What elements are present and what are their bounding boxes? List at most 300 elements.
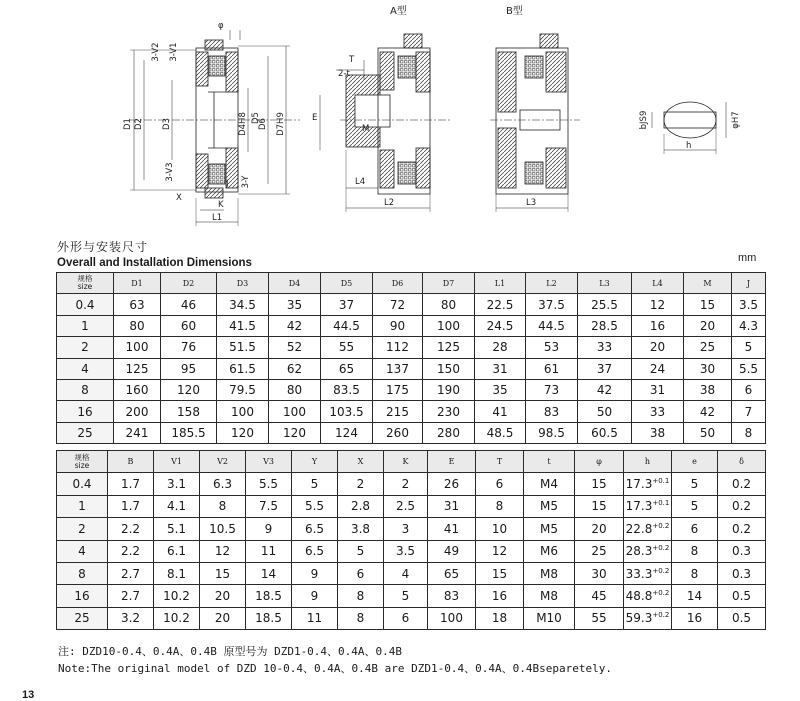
tolerance: +0.2: [652, 589, 670, 598]
table-cell: 42: [269, 315, 321, 336]
table-cell: 35: [269, 294, 321, 315]
table-cell: 37: [321, 294, 373, 315]
label-d2: D2: [134, 118, 144, 130]
label-d7h9: D7H9: [276, 112, 286, 136]
size-header: [57, 451, 108, 473]
table-cell: 48.5: [475, 422, 526, 443]
table-cell: 2.7: [108, 562, 154, 584]
table-cell: 160: [114, 379, 161, 400]
table-cell: 16: [476, 585, 524, 607]
table-cell: 51.5: [217, 337, 269, 358]
table-cell: 20: [200, 607, 246, 629]
table-cell: 6.5: [292, 540, 338, 562]
table-cell: 16: [632, 315, 684, 336]
table-cell: 120: [161, 379, 217, 400]
table-cell: 2.2: [108, 540, 154, 562]
table-cell: M4: [524, 473, 575, 495]
table-2-body: [57, 473, 766, 630]
size-cell: 8: [57, 562, 108, 584]
table-cell: 10.2: [154, 607, 200, 629]
column-header: B: [108, 451, 154, 473]
label-e: E: [312, 113, 318, 123]
table-cell: 90: [373, 315, 423, 336]
table-cell: 2: [384, 473, 428, 495]
table-cell: M8: [524, 585, 575, 607]
table-cell: 95: [161, 358, 217, 379]
table-cell: 5.5: [292, 495, 338, 517]
table-cell: 15: [476, 562, 524, 584]
label-x: X: [176, 193, 182, 203]
note-en: Note:The original model of DZD 10-0.4、0.4A、0.4B are DZD1-0.4、0.4A、0.4Bseparetely.: [58, 662, 612, 675]
table-cell: 25: [575, 540, 624, 562]
column-header: E: [428, 451, 476, 473]
table-cell: 8: [672, 540, 718, 562]
unit-label: mm: [738, 252, 757, 264]
label-y: 3-Y: [241, 175, 251, 189]
table-cell: 41.5: [217, 315, 269, 336]
table-cell: 44.5: [321, 315, 373, 336]
table-cell: 14: [672, 585, 718, 607]
column-header: D2: [161, 273, 217, 294]
table-cell: 185.5: [161, 422, 217, 443]
label-l2: L2: [384, 198, 395, 208]
table-cell: 12: [476, 540, 524, 562]
table-cell: M8: [524, 562, 575, 584]
table-cell: 0.2: [718, 473, 766, 495]
table-cell: 9: [292, 562, 338, 584]
table-cell: 34.5: [217, 294, 269, 315]
table-cell: 125: [423, 337, 475, 358]
column-header: J: [732, 273, 766, 294]
table-cell: $33.3^{+0.2}$: [624, 562, 672, 584]
column-header: T: [476, 451, 524, 473]
label-l1: L1: [212, 213, 223, 223]
table-cell: 5.5: [732, 358, 766, 379]
label-d5: D5: [251, 112, 261, 124]
table-cell: 42: [578, 379, 632, 400]
table-cell: 125: [114, 358, 161, 379]
table-cell: 20: [684, 315, 732, 336]
label-k: K: [218, 200, 224, 210]
label-v2: 3-V2: [151, 42, 161, 62]
label-b-js9: bJS9: [639, 110, 649, 130]
table-cell: 8: [338, 607, 384, 629]
notes: [58, 643, 612, 677]
table-cell: 6.1: [154, 540, 200, 562]
type-b-title: B型: [506, 6, 523, 17]
table-cell: 65: [321, 358, 373, 379]
table-cell: 6.5: [292, 518, 338, 540]
table-cell: 45: [575, 585, 624, 607]
label-v3: 3-V3: [165, 162, 175, 182]
table-cell: 3.1: [154, 473, 200, 495]
table-row: [57, 401, 766, 422]
table-cell: 120: [217, 422, 269, 443]
table-cell: 2.5: [384, 495, 428, 517]
size-cell: 16: [57, 401, 114, 422]
table-cell: 72: [373, 294, 423, 315]
table-cell: 61.5: [217, 358, 269, 379]
table-cell: 73: [526, 379, 578, 400]
column-header: L4: [632, 273, 684, 294]
table-cell: 0.2: [718, 518, 766, 540]
table-cell: 215: [373, 401, 423, 422]
label-d1: D1: [123, 118, 133, 130]
table-cell: 100: [269, 401, 321, 422]
table-cell: 55: [321, 337, 373, 358]
size-cell: 8: [57, 379, 114, 400]
table-cell: 25: [684, 337, 732, 358]
table-cell: 9: [292, 585, 338, 607]
label-j: J: [226, 179, 229, 189]
column-header: V3: [246, 451, 292, 473]
label-l4: L4: [355, 177, 366, 187]
table-cell: 31: [632, 379, 684, 400]
table-cell: 80: [114, 315, 161, 336]
table-cell: 6: [338, 562, 384, 584]
table-row: [57, 337, 766, 358]
table-cell: 11: [246, 540, 292, 562]
table-cell: 10: [476, 518, 524, 540]
table-cell: 16: [672, 607, 718, 629]
table-row: [57, 585, 766, 607]
table-cell: 260: [373, 422, 423, 443]
table-cell: 33: [578, 337, 632, 358]
table-cell: 28: [475, 337, 526, 358]
column-header: V1: [154, 451, 200, 473]
table-row: [57, 518, 766, 540]
table-cell: 6: [384, 607, 428, 629]
table-row: [57, 495, 766, 517]
label-h: h: [686, 141, 692, 151]
table-cell: 98.5: [526, 422, 578, 443]
size-cell: 25: [57, 422, 114, 443]
size-cell: 1: [57, 315, 114, 336]
table-cell: 5: [384, 585, 428, 607]
table-cell: 80: [423, 294, 475, 315]
table-cell: 8: [200, 495, 246, 517]
table-cell: 0.3: [718, 540, 766, 562]
table-cell: 9: [246, 518, 292, 540]
column-header: L2: [526, 273, 578, 294]
table-cell: 15: [575, 473, 624, 495]
table-cell: 5: [292, 473, 338, 495]
table-cell: 38: [684, 379, 732, 400]
table-cell: 33: [632, 401, 684, 422]
column-header: D5: [321, 273, 373, 294]
column-header: t: [524, 451, 575, 473]
table-cell: 41: [475, 401, 526, 422]
table-cell: 11: [292, 607, 338, 629]
table-cell: 65: [428, 562, 476, 584]
label-d4h8: D4H8: [238, 112, 248, 136]
table-cell: 79.5: [217, 379, 269, 400]
table-cell: 14: [246, 562, 292, 584]
table-cell: 7: [732, 401, 766, 422]
table-cell: 3.8: [338, 518, 384, 540]
table-cell: 10.2: [154, 585, 200, 607]
table-cell: 1.7: [108, 473, 154, 495]
table-cell: 41: [428, 518, 476, 540]
type-b-view: [490, 34, 580, 212]
table-cell: 8: [476, 495, 524, 517]
column-header: D7: [423, 273, 475, 294]
table-cell: 18: [476, 607, 524, 629]
keyway-labels: [639, 111, 741, 151]
table-cell: 6: [672, 518, 718, 540]
table-cell: 112: [373, 337, 423, 358]
table-cell: 6: [476, 473, 524, 495]
table-cell: $59.3^{+0.2}$: [624, 607, 672, 629]
table-cell: 124: [321, 422, 373, 443]
table-cell: 20: [200, 585, 246, 607]
size-cell: 0.4: [57, 294, 114, 315]
table-cell: 15: [684, 294, 732, 315]
column-header: K: [384, 451, 428, 473]
table-row: [57, 422, 766, 443]
table-cell: 37: [578, 358, 632, 379]
table-cell: M6: [524, 540, 575, 562]
column-header: L3: [578, 273, 632, 294]
table-cell: 31: [475, 358, 526, 379]
table-cell: 5: [672, 495, 718, 517]
size-cell: 25: [57, 607, 108, 629]
label-m: M: [362, 124, 370, 134]
size-cell: 1: [57, 495, 108, 517]
label-phi: φ: [218, 21, 224, 31]
table-cell: 5.1: [154, 518, 200, 540]
table-cell: 8: [338, 585, 384, 607]
column-header: X: [338, 451, 384, 473]
table-row: [57, 358, 766, 379]
column-header: φ: [575, 451, 624, 473]
table-row: [57, 379, 766, 400]
table-cell: M10: [524, 607, 575, 629]
table-cell: 15: [575, 495, 624, 517]
size-header-en: size: [77, 282, 93, 292]
table-header-row: [57, 451, 766, 473]
size-cell: 0.4: [57, 473, 108, 495]
table-cell: $22.8^{+0.2}$: [624, 518, 672, 540]
dimensions-table-1: [56, 272, 766, 444]
table-cell: 0.3: [718, 562, 766, 584]
table-cell: 62: [269, 358, 321, 379]
table-cell: 200: [114, 401, 161, 422]
table-cell: 76: [161, 337, 217, 358]
label-phi-h7: φH7: [731, 111, 741, 129]
table-cell: 8: [672, 562, 718, 584]
table-cell: 61: [526, 358, 578, 379]
table-cell: 150: [423, 358, 475, 379]
table-cell: $28.3^{+0.2}$: [624, 540, 672, 562]
table-cell: 2.7: [108, 585, 154, 607]
table-cell: 8: [732, 422, 766, 443]
label-d6: D6: [258, 118, 268, 130]
table-cell: 100: [428, 607, 476, 629]
label-l3: L3: [526, 198, 537, 208]
heading-en: Overall and Installation Dimensions: [57, 257, 252, 269]
size-cell: 4: [57, 358, 114, 379]
table-cell: 0.5: [718, 585, 766, 607]
type-a-title: A型: [390, 6, 407, 17]
table-row: [57, 562, 766, 584]
size-cell: 2: [57, 518, 108, 540]
table-cell: 6.3: [200, 473, 246, 495]
table-cell: 60: [161, 315, 217, 336]
table-cell: 22.5: [475, 294, 526, 315]
column-header: Y: [292, 451, 338, 473]
size-cell: 16: [57, 585, 108, 607]
table-cell: 2: [338, 473, 384, 495]
table-cell: 31: [428, 495, 476, 517]
column-header: D3: [217, 273, 269, 294]
table-cell: 137: [373, 358, 423, 379]
table-cell: 30: [684, 358, 732, 379]
table-cell: $48.8^{+0.2}$: [624, 585, 672, 607]
table-cell: 52: [269, 337, 321, 358]
column-header: h: [624, 451, 672, 473]
table-cell: 2.8: [338, 495, 384, 517]
table-cell: $17.3^{+0.1}$: [624, 495, 672, 517]
column-header: δ: [718, 451, 766, 473]
column-header: D4: [269, 273, 321, 294]
tolerance: +0.1: [652, 499, 670, 508]
tolerance: +0.2: [652, 566, 670, 575]
section-heading: [57, 238, 252, 269]
table-cell: 5: [338, 540, 384, 562]
table-cell: 100: [423, 315, 475, 336]
dimensions-table-2: [56, 450, 766, 630]
table-cell: 35: [475, 379, 526, 400]
table-cell: 1.7: [108, 495, 154, 517]
table-cell: 24.5: [475, 315, 526, 336]
dimension-drawings: [0, 0, 800, 238]
label-t-lower: 2-t: [338, 69, 350, 79]
table-cell: 80: [269, 379, 321, 400]
table-cell: 20: [632, 337, 684, 358]
table-cell: 28.5: [578, 315, 632, 336]
label-d3: D3: [162, 118, 172, 130]
table-cell: 83: [428, 585, 476, 607]
table-cell: 0.2: [718, 495, 766, 517]
size-header-cn: 规格: [74, 452, 90, 462]
table-cell: 2.2: [108, 518, 154, 540]
tolerance: +0.1: [652, 477, 670, 486]
table-cell: 3.5: [384, 540, 428, 562]
table-cell: 15: [200, 562, 246, 584]
table-cell: 120: [269, 422, 321, 443]
table-cell: 44.5: [526, 315, 578, 336]
table-cell: 5: [732, 337, 766, 358]
tolerance: +0.2: [652, 521, 670, 530]
table-row: [57, 315, 766, 336]
table-cell: 63: [114, 294, 161, 315]
table-cell: M5: [524, 495, 575, 517]
column-header: e: [672, 451, 718, 473]
table-cell: 241: [114, 422, 161, 443]
table-cell: 12: [632, 294, 684, 315]
table-cell: 26: [428, 473, 476, 495]
label-v1: 3-V1: [169, 42, 179, 62]
table-cell: 46: [161, 294, 217, 315]
type-a-view: [320, 34, 450, 212]
table-1-body: [57, 294, 766, 444]
table-cell: 37.5: [526, 294, 578, 315]
table-cell: 103.5: [321, 401, 373, 422]
table-cell: 12: [200, 540, 246, 562]
table-cell: 55: [575, 607, 624, 629]
table-cell: 8.1: [154, 562, 200, 584]
heading-cn: 外形与安装尺寸: [57, 240, 149, 254]
table-cell: 60.5: [578, 422, 632, 443]
column-header: L1: [475, 273, 526, 294]
table-header-row: [57, 273, 766, 294]
table-cell: 100: [114, 337, 161, 358]
table-cell: 18.5: [246, 585, 292, 607]
table-cell: 4.1: [154, 495, 200, 517]
table-row: [57, 607, 766, 629]
table-cell: 83: [526, 401, 578, 422]
table-cell: 42: [684, 401, 732, 422]
table-cell: 3.5: [732, 294, 766, 315]
label-t-upper: T: [349, 55, 355, 65]
table-cell: 10.5: [200, 518, 246, 540]
tolerance: +0.2: [652, 611, 670, 620]
table-cell: 4: [384, 562, 428, 584]
table-row: [57, 473, 766, 495]
table-cell: 24: [632, 358, 684, 379]
table-cell: 83.5: [321, 379, 373, 400]
main-view-labels: [123, 21, 286, 223]
table-cell: 0.5: [718, 607, 766, 629]
size-header: [57, 273, 114, 294]
table-cell: M5: [524, 518, 575, 540]
table-cell: 30: [575, 562, 624, 584]
table-cell: 280: [423, 422, 475, 443]
column-header: D1: [114, 273, 161, 294]
table-cell: $17.3^{+0.1}$: [624, 473, 672, 495]
table-cell: 5.5: [246, 473, 292, 495]
table-cell: 4.3: [732, 315, 766, 336]
table-cell: 175: [373, 379, 423, 400]
table-cell: 18.5: [246, 607, 292, 629]
table-cell: 100: [217, 401, 269, 422]
column-header: M: [684, 273, 732, 294]
table-cell: 3.2: [108, 607, 154, 629]
table-cell: 50: [578, 401, 632, 422]
table-cell: 5: [672, 473, 718, 495]
column-header: V2: [200, 451, 246, 473]
table-cell: 25.5: [578, 294, 632, 315]
table-cell: 49: [428, 540, 476, 562]
note-cn: 注: DZD10-0.4、0.4A、0.4B 原型号为 DZD1-0.4、0.4A、0.4B: [58, 645, 403, 658]
table-cell: 50: [684, 422, 732, 443]
table-cell: 20: [575, 518, 624, 540]
size-cell: 4: [57, 540, 108, 562]
table-row: [57, 540, 766, 562]
table-cell: 53: [526, 337, 578, 358]
table-cell: 7.5: [246, 495, 292, 517]
table-cell: 3: [384, 518, 428, 540]
table-row: [57, 294, 766, 315]
table-cell: 38: [632, 422, 684, 443]
table-cell: 190: [423, 379, 475, 400]
table-cell: 6: [732, 379, 766, 400]
column-header: D6: [373, 273, 423, 294]
size-header-en: size: [74, 460, 90, 470]
size-header-cn: 规格: [77, 274, 93, 284]
table-cell: 230: [423, 401, 475, 422]
